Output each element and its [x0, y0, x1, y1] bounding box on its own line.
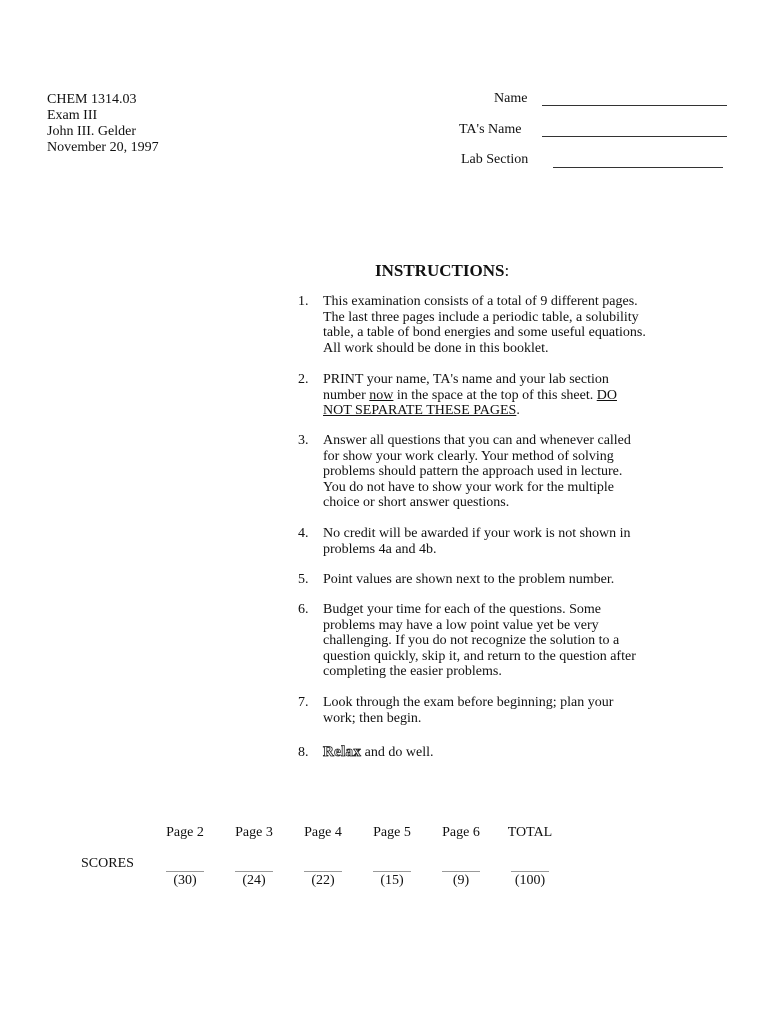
course-number: CHEM 1314.03 — [47, 92, 137, 107]
item-text-line: table, a table of bond energies and some useful equations. — [323, 325, 646, 340]
item-text-line: Budget your time for each of the questions. Some — [323, 602, 601, 617]
item-number: 1. — [298, 294, 309, 309]
score-points-page-6: (9) — [452, 873, 470, 888]
item-text-line: PRINT your name, TA's name and your lab section — [323, 372, 609, 387]
item-text-line: completing the easier problems. — [323, 664, 502, 679]
item-number: 7. — [298, 695, 309, 710]
name-line[interactable] — [542, 105, 727, 106]
score-points-page-2: (30) — [173, 873, 197, 888]
underlined-not-separate: NOT SEPARATE THESE PAGES — [323, 403, 517, 418]
item-number: 2. — [298, 372, 309, 387]
item-text-line: problems may have a low point value yet be very — [323, 617, 599, 633]
score-points-total: (100) — [514, 873, 546, 888]
item-text-line: The last three pages include a periodic table, a solubility — [323, 309, 639, 325]
underlined-do: DO — [596, 387, 617, 403]
instructions-title-colon: : — [504, 261, 510, 280]
score-points-page-5: (15) — [380, 873, 404, 888]
item-text-line: Answer all questions that you can and whenever called — [323, 433, 631, 448]
lab-section-label: Lab Section — [461, 152, 529, 167]
item-text-line: Point values are shown next to the problem number. — [323, 572, 615, 587]
instructions-title — [375, 261, 509, 281]
name-label: Name — [494, 91, 528, 106]
lab-section-line[interactable] — [553, 167, 723, 168]
item-text-line: choice or short answer questions. — [323, 495, 510, 510]
score-points-page-4: (22) — [311, 873, 335, 888]
score-blank-page-2[interactable] — [166, 871, 204, 872]
item-text: number — [323, 387, 370, 403]
item-text-line — [323, 388, 688, 404]
item-number: 5. — [298, 572, 309, 587]
item-text-line: All work should be done in this booklet. — [323, 340, 549, 356]
item-text-line — [323, 403, 688, 419]
underlined-now: now — [369, 387, 394, 403]
score-blank-page-5[interactable] — [373, 871, 411, 872]
score-blank-page-6[interactable] — [442, 871, 480, 872]
score-blank-total[interactable] — [511, 871, 549, 872]
exam-number: Exam III — [47, 108, 98, 123]
item-text-line: challenging. If you do not recognize the solution to a — [323, 633, 620, 648]
item-text-line: problems 4a and 4b. — [323, 541, 437, 557]
relax-outlined-word: Relax — [323, 744, 362, 760]
item-text-line: You do not have to show your work for the multiple — [323, 479, 614, 495]
score-head-page-2: Page 2 — [166, 825, 204, 840]
ta-name-label: TA's Name — [459, 122, 522, 137]
item-number: 8. — [298, 745, 309, 760]
item-text-line — [323, 745, 688, 761]
score-points-page-3: (24) — [242, 873, 266, 888]
exam-header — [47, 92, 159, 156]
item-text: and do well. — [361, 745, 434, 760]
item-text: . — [516, 403, 520, 418]
score-head-page-3: Page 3 — [235, 825, 273, 840]
score-head-page-5: Page 5 — [373, 825, 411, 840]
item-text-line: No credit will be awarded if your work is not shown in — [323, 526, 631, 541]
score-blank-page-4[interactable] — [304, 871, 342, 872]
score-blank-page-3[interactable] — [235, 871, 273, 872]
item-text-line: This examination consists of a total of 9 different pages. — [323, 294, 638, 309]
item-number: 4. — [298, 526, 309, 541]
item-number: 6. — [298, 602, 309, 617]
item-number: 3. — [298, 433, 309, 448]
score-head-page-6: Page 6 — [442, 825, 480, 840]
item-text-line: work; then begin. — [323, 710, 422, 726]
item-text-line: Look through the exam before beginning; plan your — [323, 695, 614, 710]
item-text: in the space at the top of this sheet. — [393, 387, 597, 403]
exam-date: November 20, 1997 — [47, 140, 159, 155]
item-text-line: problems should pattern the approach used in lecture. — [323, 464, 623, 479]
item-text-line: for show your work clearly. Your method of solving — [323, 448, 614, 464]
instructions-title-text: INSTRUCTIONS — [375, 261, 505, 280]
ta-name-line[interactable] — [542, 136, 727, 137]
score-head-total: TOTAL — [507, 825, 553, 840]
score-head-page-4: Page 4 — [304, 825, 342, 840]
instructor-name: John III. Gelder — [47, 124, 137, 139]
item-text-line: question quickly, skip it, and return to the question after — [323, 648, 636, 664]
scores-label: SCORES — [81, 856, 134, 871]
